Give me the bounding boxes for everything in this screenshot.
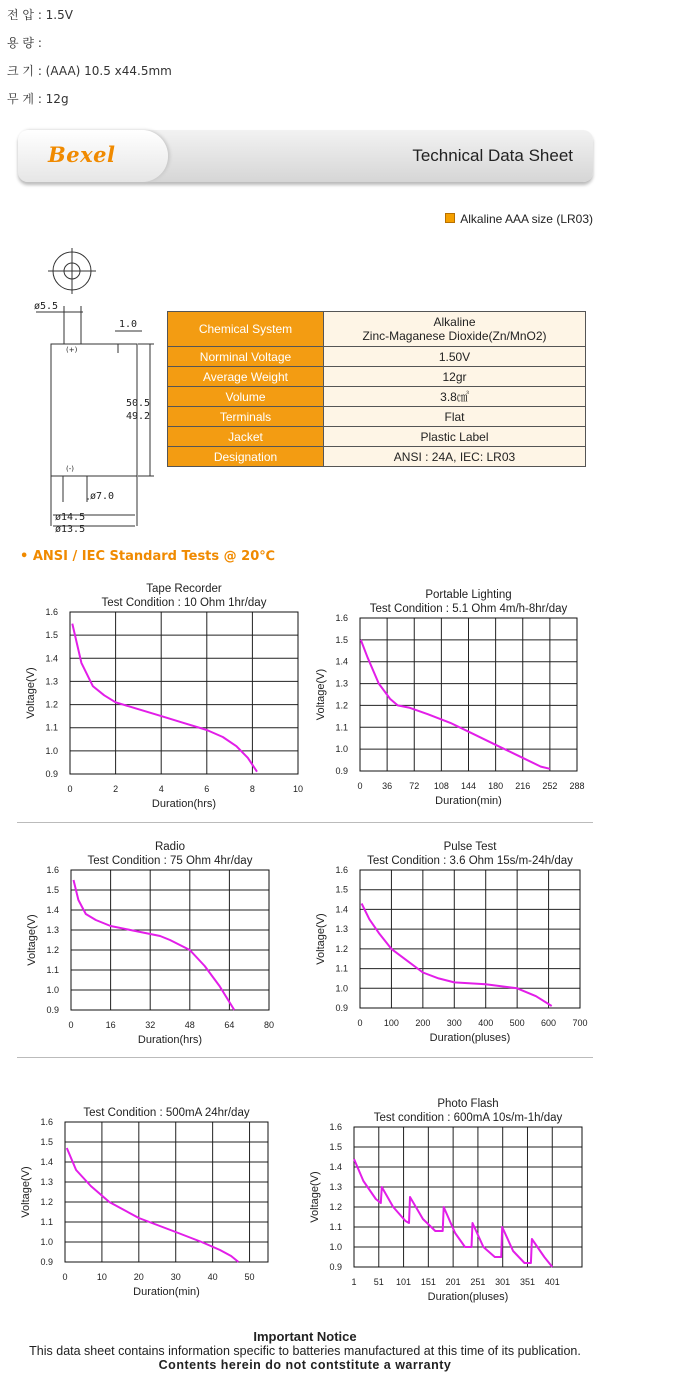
- x-tick-label: 51: [373, 1277, 384, 1287]
- y-tick-label: 1.1: [40, 1217, 53, 1227]
- spec-key: Norminal Voltage: [168, 347, 324, 367]
- battery-size-tag: [445, 212, 593, 226]
- spec-capacity: 용 량 :: [7, 36, 42, 50]
- table-row: [168, 447, 586, 467]
- x-tick-label: 144: [460, 781, 477, 791]
- divider: [17, 822, 593, 823]
- chart-title: Tape Recorder: [146, 583, 222, 595]
- y-tick-label: 0.9: [46, 1005, 59, 1015]
- logo-container: [18, 130, 168, 182]
- x-tick-label: 8: [249, 784, 255, 794]
- divider: [17, 1057, 593, 1058]
- notice-line: This data sheet contains information specific to batteries manufactured at this time of its publication.: [29, 1344, 581, 1358]
- y-tick-label: 1.2: [335, 943, 348, 954]
- dim-bottom-diameter: ø7.0: [90, 491, 115, 502]
- chart-subtitle: Test Condition : 3.6 Ohm 15s/m-24h/day: [367, 855, 573, 867]
- x-tick-label: 351: [519, 1277, 535, 1287]
- spec-value: 1.50V: [324, 347, 586, 367]
- y-tick-label: 1.5: [45, 630, 58, 641]
- positive-terminal: [64, 312, 81, 344]
- notice-warranty: Contents herein do not contstitute a warranty: [158, 1358, 452, 1372]
- table-row: [168, 312, 586, 347]
- y-tick-label: 1.5: [335, 884, 348, 895]
- dim-length-max: 50.5: [126, 398, 151, 409]
- chart-subtitle: Test Condition : 500mA 24hr/day: [83, 1107, 250, 1119]
- x-tick-label: 10: [96, 1272, 107, 1282]
- spec-key: Terminals: [168, 407, 324, 427]
- chart-subtitle: Test Condition : 10 Ohm 1hr/day: [101, 597, 267, 609]
- x-tick-label: 108: [433, 781, 449, 791]
- dim-top-height: 1.0: [119, 319, 138, 330]
- x-tick-label: 600: [541, 1018, 557, 1028]
- x-tick-label: 700: [572, 1018, 588, 1028]
- y-tick-label: 0.9: [329, 1262, 342, 1272]
- y-tick-label: 1.1: [335, 963, 348, 974]
- y-tick-label: 1.2: [329, 1202, 342, 1212]
- x-tick-label: 400: [478, 1018, 494, 1028]
- chart-pulse-test: [305, 830, 605, 1055]
- y-tick-label: 1.1: [45, 722, 58, 733]
- spec-value: Flat: [324, 407, 586, 427]
- chart-radio: [15, 830, 315, 1055]
- dim-length-min: 49.2: [126, 411, 151, 422]
- header-banner: [18, 130, 593, 182]
- y-axis-label: Voltage(V): [315, 913, 327, 965]
- y-tick-label: 1.0: [329, 1242, 342, 1252]
- x-tick-label: 0: [62, 1272, 68, 1282]
- spec-key: Average Weight: [168, 367, 324, 387]
- y-tick-label: 1.5: [40, 1137, 53, 1147]
- y-axis-label: Voltage(V): [26, 914, 38, 966]
- dim-diameter-max: ø14.5: [55, 512, 86, 523]
- x-tick-label: 16: [105, 1020, 116, 1030]
- y-tick-label: 1.5: [335, 634, 348, 645]
- y-axis-label: Voltage(V): [315, 668, 327, 721]
- x-tick-label: 251: [470, 1277, 486, 1287]
- spec-table: [167, 311, 586, 467]
- chart-subtitle: Test condition : 600mA 10s/m-1h/day: [373, 1112, 563, 1124]
- y-tick-label: 1.3: [46, 925, 59, 935]
- x-tick-label: 36: [382, 781, 393, 791]
- y-tick-label: 1.0: [40, 1237, 53, 1247]
- positive-mark: (+): [66, 346, 78, 354]
- x-tick-label: 216: [515, 781, 531, 791]
- spec-weight: 무 게 : 12g: [7, 92, 69, 106]
- spec-key: Chemical System: [168, 312, 324, 347]
- y-tick-label: 1.3: [45, 676, 58, 687]
- x-axis-label: Duration(hrs): [137, 1034, 203, 1046]
- x-tick-label: 0: [68, 1020, 74, 1030]
- chart-title: Pulse Test: [443, 841, 497, 853]
- square-bullet-icon: [445, 213, 455, 223]
- spec-voltage: 전 압 : 1.5V: [7, 8, 73, 22]
- section-title: • ANSI / IEC Standard Tests @ 20℃: [20, 549, 276, 564]
- x-tick-label: 30: [170, 1272, 181, 1282]
- x-tick-label: 101: [396, 1277, 412, 1287]
- dim-top-diameter: ø5.5: [34, 301, 59, 312]
- negative-mark: (-): [66, 465, 74, 473]
- x-tick-label: 10: [292, 784, 304, 794]
- x-tick-label: 180: [488, 781, 504, 791]
- y-tick-label: 1.6: [329, 1122, 342, 1132]
- x-tick-label: 32: [145, 1020, 156, 1030]
- y-tick-label: 1.1: [46, 965, 59, 975]
- spec-key: Volume: [168, 387, 324, 407]
- y-tick-label: 1.5: [46, 885, 59, 895]
- y-tick-label: 1.0: [46, 985, 59, 995]
- spec-value: 3.8㎤: [324, 387, 586, 407]
- x-axis-label: Duration(pluses): [429, 1032, 511, 1044]
- y-tick-label: 1.3: [335, 678, 348, 689]
- series-line: [362, 904, 552, 1007]
- notice-title: Important Notice: [253, 1329, 357, 1344]
- y-tick-label: 1.3: [40, 1177, 53, 1187]
- x-tick-label: 0: [67, 784, 73, 794]
- x-tick-label: 100: [383, 1018, 399, 1028]
- x-tick-label: 6: [204, 784, 210, 794]
- x-axis-label: Duration(pluses): [427, 1291, 509, 1303]
- x-tick-label: 200: [415, 1018, 431, 1028]
- y-tick-label: 1.0: [45, 745, 58, 756]
- chart-subtitle: Test Condition : 5.1 Ohm 4m/h-8hr/day: [369, 603, 568, 615]
- y-tick-label: 1.4: [40, 1157, 53, 1167]
- x-tick-label: 0: [357, 781, 363, 791]
- y-tick-label: 1.3: [329, 1182, 342, 1192]
- x-tick-label: 64: [224, 1020, 235, 1030]
- spec-value-line: Zinc-Maganese Dioxide(Zn/MnO2): [362, 329, 547, 343]
- series-line: [72, 624, 257, 772]
- x-tick-label: 20: [133, 1272, 144, 1282]
- x-tick-label: 2: [113, 784, 119, 794]
- chart-title: Radio: [154, 841, 186, 853]
- x-tick-label: 80: [263, 1020, 275, 1030]
- chart-title: Portable Lighting: [425, 589, 512, 601]
- spec-value: 12gr: [324, 367, 586, 387]
- y-tick-label: 1.3: [335, 924, 348, 935]
- table-row: [168, 347, 586, 367]
- plot-frame: [360, 870, 580, 1008]
- y-tick-label: 1.4: [46, 905, 59, 915]
- x-tick-label: 40: [207, 1272, 218, 1282]
- y-tick-label: 1.6: [46, 865, 59, 875]
- y-tick-label: 0.9: [335, 1003, 348, 1013]
- chart-title: Photo Flash: [437, 1098, 499, 1110]
- y-tick-label: 1.6: [335, 613, 348, 623]
- x-tick-label: 4: [158, 784, 164, 794]
- x-axis-label: Duration(min): [133, 1286, 200, 1298]
- spec-value: [324, 312, 586, 347]
- y-tick-label: 1.4: [335, 656, 348, 667]
- y-tick-label: 1.6: [335, 865, 348, 875]
- y-tick-label: 1.6: [45, 607, 58, 617]
- brand-logo: Bexel: [48, 142, 116, 167]
- chart-subtitle: Test Condition : 75 Ohm 4hr/day: [87, 855, 253, 867]
- plot-frame: [65, 1122, 268, 1262]
- y-tick-label: 0.9: [45, 769, 58, 779]
- y-tick-label: 1.1: [335, 722, 348, 733]
- y-tick-label: 1.2: [46, 945, 59, 955]
- x-tick-label: 252: [542, 781, 558, 791]
- battery-dimension-drawing: [20, 240, 160, 540]
- y-axis-label: Voltage(V): [309, 1171, 321, 1223]
- spec-value: ANSI : 24A, IEC: LR03: [324, 447, 586, 467]
- y-tick-label: 1.0: [335, 983, 348, 994]
- plot-frame: [70, 612, 298, 774]
- table-row: [168, 427, 586, 447]
- table-row: [168, 387, 586, 407]
- y-tick-label: 1.2: [335, 700, 348, 711]
- y-tick-label: 1.1: [329, 1222, 342, 1232]
- x-tick-label: 48: [184, 1020, 195, 1030]
- spec-key: Jacket: [168, 427, 324, 447]
- table-row: [168, 367, 586, 387]
- y-tick-label: 1.4: [335, 904, 348, 915]
- spec-value-line: Alkaline: [433, 315, 476, 329]
- x-tick-label: 301: [495, 1277, 511, 1287]
- chart-photo-flash: [305, 1082, 605, 1317]
- y-tick-label: 1.0: [335, 744, 348, 755]
- x-tick-label: 300: [446, 1018, 462, 1028]
- page-title: Technical Data Sheet: [412, 146, 573, 165]
- x-tick-label: 0: [357, 1018, 363, 1028]
- y-tick-label: 1.2: [45, 699, 58, 710]
- x-tick-label: 72: [409, 781, 420, 791]
- x-tick-label: 151: [420, 1277, 436, 1287]
- table-row: [168, 407, 586, 427]
- chart-tape-recorder: [15, 575, 315, 820]
- x-tick-label: 500: [509, 1018, 525, 1028]
- x-tick-label: 401: [544, 1277, 560, 1287]
- x-axis-label: Duration(hrs): [151, 798, 217, 810]
- spec-size: 크 기 : (AAA) 10.5 x44.5mm: [7, 64, 172, 78]
- y-tick-label: 1.2: [40, 1197, 53, 1207]
- dim-diameter-min: ø13.5: [55, 524, 86, 535]
- y-tick-label: 1.5: [329, 1142, 342, 1152]
- spec-key: Designation: [168, 447, 324, 467]
- x-tick-label: 1: [351, 1277, 357, 1287]
- battery-body-side: [51, 344, 137, 476]
- x-tick-label: 50: [244, 1272, 255, 1282]
- y-tick-label: 1.4: [45, 653, 58, 664]
- y-axis-label: Voltage(V): [25, 667, 37, 719]
- x-tick-label: 201: [445, 1277, 461, 1287]
- chart-portable-lighting: [305, 575, 605, 820]
- spec-value: Plastic Label: [324, 427, 586, 447]
- y-tick-label: 0.9: [40, 1257, 53, 1267]
- x-axis-label: Duration(min): [435, 795, 502, 807]
- x-tick-label: 288: [569, 781, 585, 791]
- y-tick-label: 1.6: [40, 1117, 53, 1127]
- y-axis-label: Voltage(V): [20, 1166, 32, 1218]
- y-tick-label: 1.4: [329, 1162, 342, 1172]
- battery-size-label: Alkaline AAA size (LR03): [460, 212, 593, 226]
- chart-500ma: [15, 1085, 315, 1310]
- y-tick-label: 0.9: [335, 766, 348, 776]
